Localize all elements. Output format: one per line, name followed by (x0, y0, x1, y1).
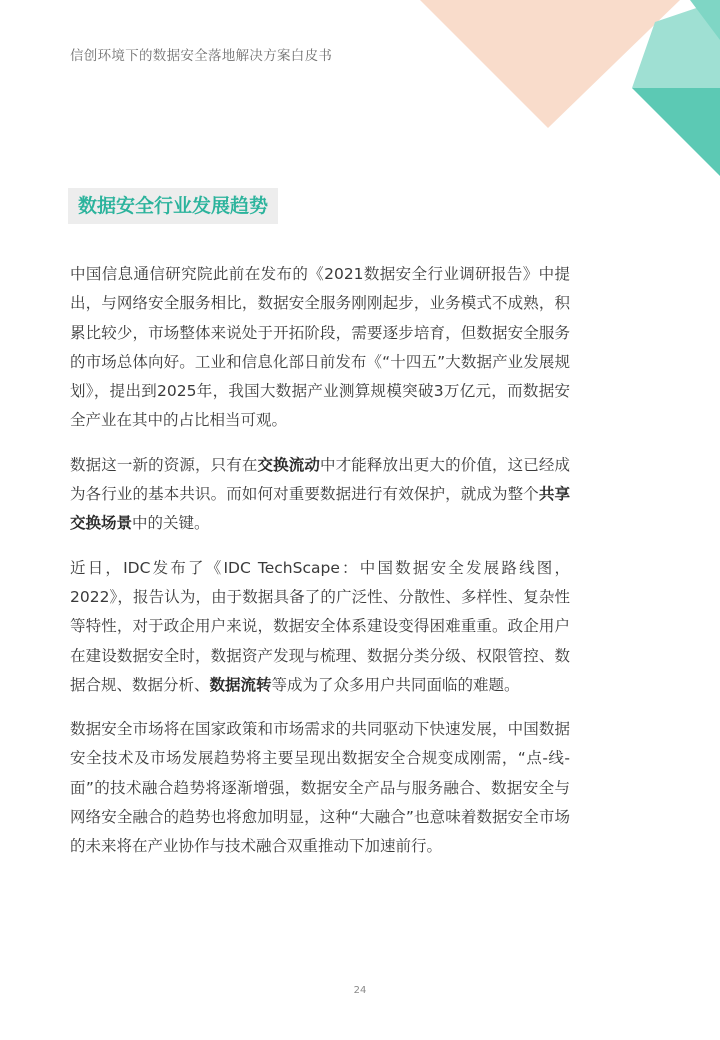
body-text (70, 260, 570, 877)
emphasis-text: 共享交换场景 (70, 485, 570, 533)
paragraph-text: 中国信息通信研究院此前在发布的《2021数据安全行业调研报告》中提出，与网络安全服务相比，数据安全服务刚刚起步，业务模式不成熟，积累比较少，市场整体来说处于开拓阶段，需要逐步培育，但数据安全服务的市场总体向好。工业和信息化部日前发布《“十四五”大数据产业发展规划》，提出到2025年，我国大数据产业测算规模突破3万亿元，而数据安全产业在其中的占比相当可观。 (70, 265, 570, 430)
section-heading: 数据安全行业发展趋势 (68, 188, 278, 224)
paragraph-text: 等成为了众多用户共同面临的难题。 (271, 675, 520, 694)
page-number: 24 (353, 985, 367, 996)
paragraph-2 (70, 451, 570, 539)
corner-decoration (0, 0, 720, 200)
paragraph-1 (70, 260, 570, 436)
paragraph-3 (70, 554, 570, 700)
paragraph-text: 近日，IDC发布了《IDC TechScape：中国数据安全发展路线图，2022》，报告认为，由于数据具备了的广泛性、分散性、多样性、复杂性等特性，对于政企用户来说，数据安全体系建设变得困难重重。政企用户在建设数据安全时，数据资产发现与梳理、数据分类分级、权限管控、数据合规、数据分析、 (70, 558, 570, 694)
paragraph-4 (70, 715, 570, 861)
emphasis-text: 数据流转 (209, 675, 272, 694)
teal-triangle (632, 88, 720, 176)
paragraph-text: 中才能释放出更大的价值，这已经成为各行业的基本共识。而如何对重要数据进行有效保护，就成为整个 (70, 455, 570, 504)
paragraph-text: 数据这一新的资源，只有在 (70, 455, 258, 474)
paragraph-text: 数据安全市场将在国家政策和市场需求的共同驱动下快速发展，中国数据安全技术及市场发展趋势将主要呈现出数据安全合规变成刚需，“点-线-面”的技术融合趋势将逐渐增强，数据安全产品与服务融合、数据安全与网络安全融合的趋势也将愈加明显，这种“大融合”也意味着数据安全市场的未来将在产业协作与技术融合双重推动下加速前行。 (70, 720, 570, 856)
emphasis-text: 交换流动 (257, 455, 321, 474)
document-title: 信创环境下的数据安全落地解决方案白皮书 (70, 48, 333, 64)
paragraph-text: 中的关键。 (132, 514, 210, 533)
